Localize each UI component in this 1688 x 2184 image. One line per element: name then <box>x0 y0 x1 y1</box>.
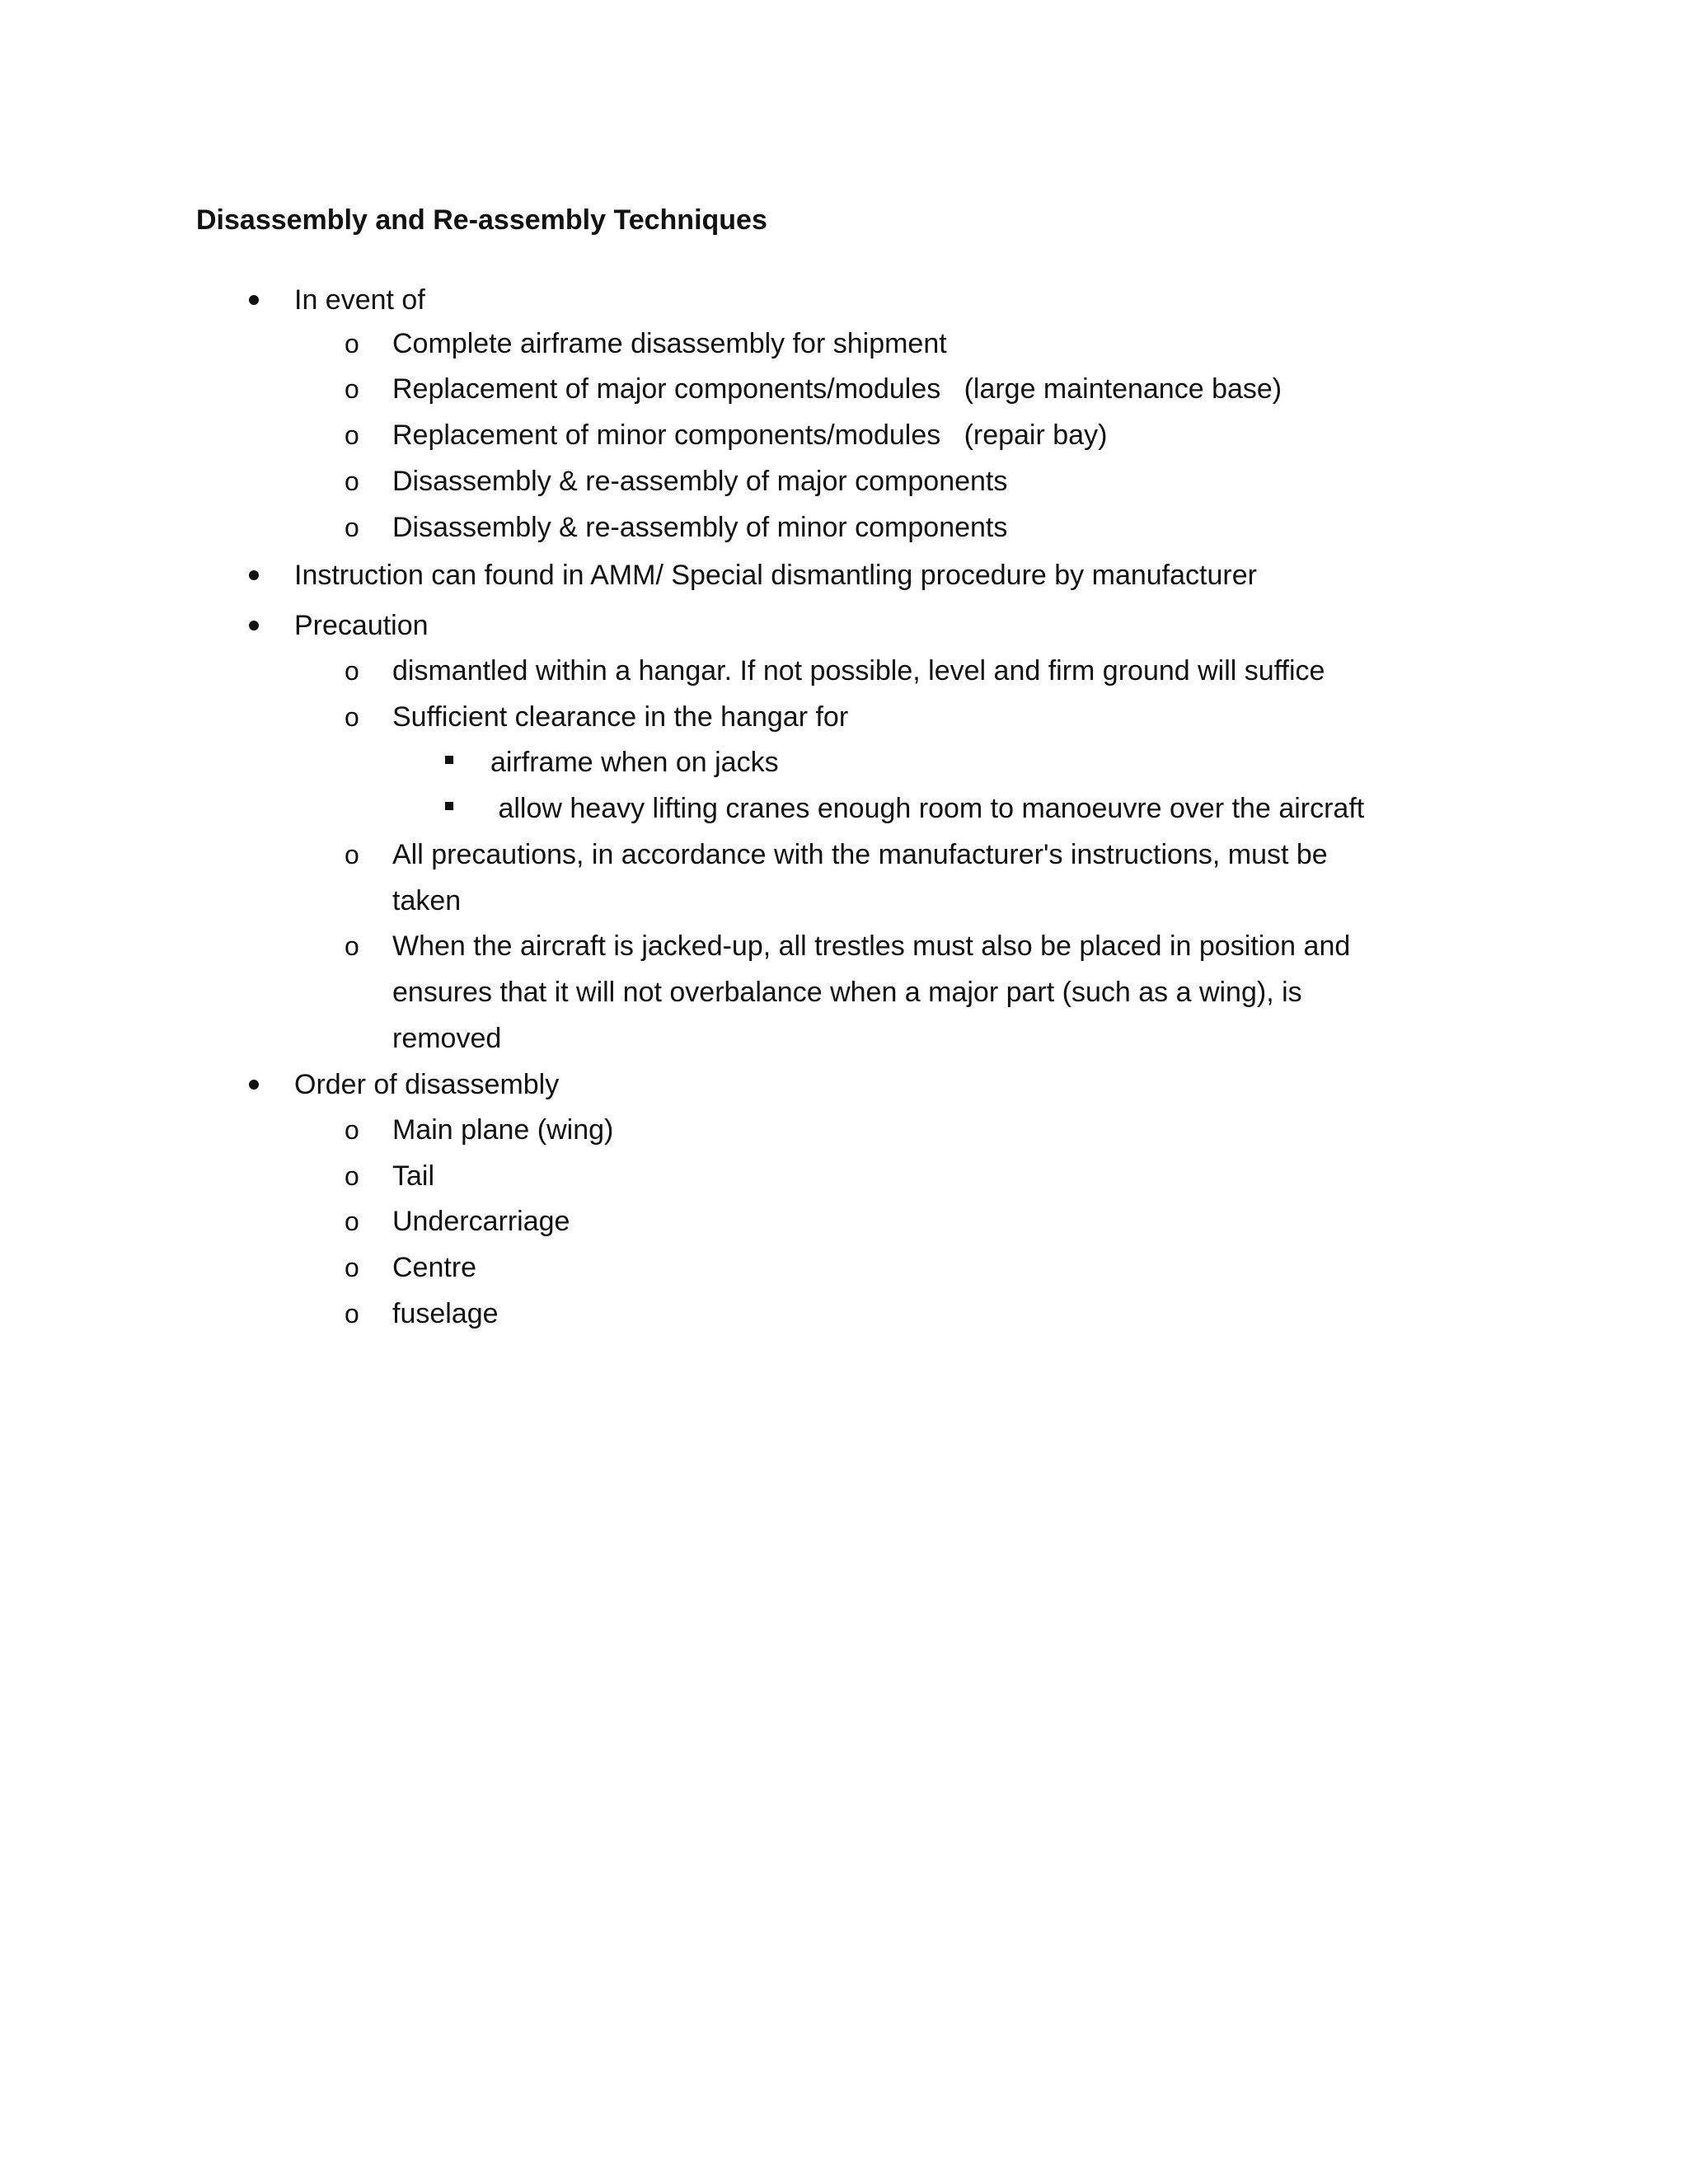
circle-marker: o <box>345 513 359 542</box>
sub-item: Disassembly & re-assembly of major components <box>392 466 1008 497</box>
sub-item: Main plane (wing) <box>392 1114 614 1146</box>
sub-sub-item: airframe when on jacks <box>490 747 779 778</box>
sub-item-continuation: removed <box>392 1023 502 1054</box>
circle-marker: o <box>345 374 359 404</box>
circle-marker: o <box>345 466 359 496</box>
sub-item: All precautions, in accordance with the manufacturer's instructions, must be <box>392 839 1328 870</box>
sub-item: dismantled within a hangar. If not possible, level and firm ground will suffice <box>392 655 1325 687</box>
bullet-marker <box>249 621 259 630</box>
sub-item: When the aircraft is jacked-up, all trestles must also be placed in position and <box>392 930 1351 962</box>
sub-item-continuation: ensures that it will not overbalance when a major part (such as a wing), is <box>392 977 1302 1008</box>
bullet-item-precaution: Precaution <box>294 610 429 641</box>
sub-sub-item: allow heavy lifting cranes enough room to manoeuvre over the aircraft <box>490 793 1365 824</box>
square-bullet-marker <box>445 802 453 810</box>
sub-item-continuation: taken <box>392 885 462 916</box>
circle-marker: o <box>345 656 359 686</box>
sub-item: Centre <box>392 1252 477 1283</box>
sub-item: Sufficient clearance in the hangar for <box>392 701 849 733</box>
bullet-item-order: Order of disassembly <box>294 1069 560 1100</box>
circle-marker: o <box>345 931 359 961</box>
circle-marker: o <box>345 1299 359 1329</box>
circle-marker: o <box>345 702 359 732</box>
circle-marker: o <box>345 1253 359 1282</box>
circle-marker: o <box>345 1207 359 1236</box>
bullet-item-in-event-of: In event of <box>294 284 425 316</box>
bullet-marker <box>249 570 259 580</box>
sub-item: Tail <box>392 1160 435 1192</box>
bullet-item-instruction: Instruction can found in AMM/ Special dismantling procedure by manufacturer <box>294 560 1257 591</box>
square-bullet-marker <box>445 756 453 764</box>
sub-item: Undercarriage <box>392 1206 570 1237</box>
circle-marker: o <box>345 1115 359 1145</box>
sub-item: Replacement of major components/modules (large maintenance base) <box>392 373 1282 405</box>
circle-marker: o <box>345 420 359 450</box>
bullet-marker <box>249 1080 259 1090</box>
sub-item: Disassembly & re-assembly of minor components <box>392 512 1008 543</box>
circle-marker: o <box>345 840 359 869</box>
sub-item: fuselage <box>392 1298 499 1329</box>
circle-marker: o <box>345 1161 359 1191</box>
document-title: Disassembly and Re-assembly Techniques <box>196 204 767 236</box>
sub-item: Replacement of minor components/modules (repair bay) <box>392 419 1108 451</box>
sub-item: Complete airframe disassembly for shipment <box>392 328 947 359</box>
circle-marker: o <box>345 329 359 359</box>
bullet-marker <box>249 295 259 305</box>
